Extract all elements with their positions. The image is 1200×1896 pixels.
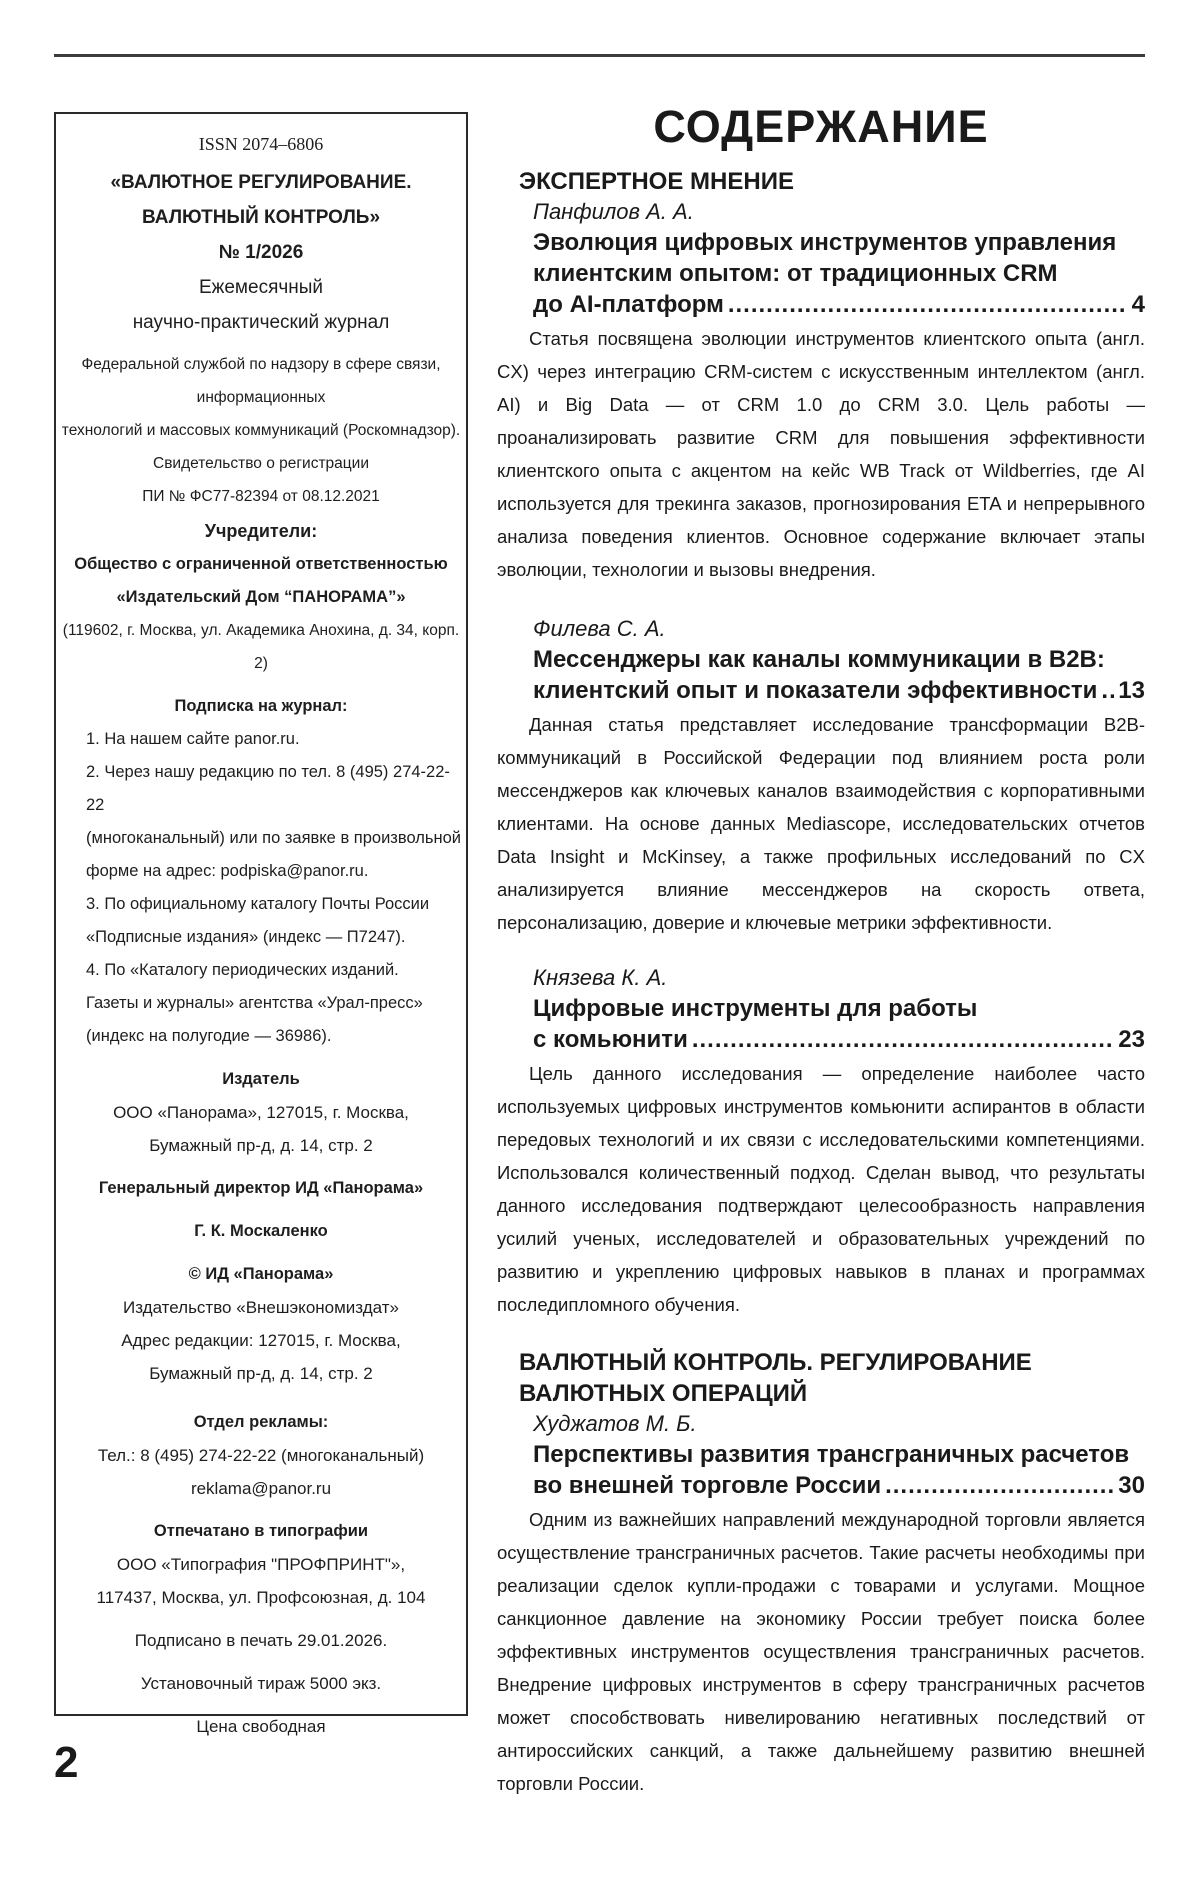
page-ref: 4 [1131,291,1145,318]
subscription-heading: Подписка на журнал: [174,697,348,715]
journal-title-line-1: «ВАЛЮТНОЕ РЕГУЛИРОВАНИЕ. [110,172,412,193]
table-of-contents [497,100,1145,1800]
publisher-line: ООО «Панорама», 127015, г. Москва, [113,1103,409,1122]
printed-heading: Отпечатано в типографии [153,1522,369,1540]
subscription-line: «Подписные издания» (индекс — П7247). [86,928,406,946]
subscription-line: Газеты и журналы» агентства «Урал-пресс» [86,994,423,1012]
article-title-line: Мессенджеры как каналы коммуникации в B2B: [533,646,1105,673]
publisher-heading: Издатель [222,1070,300,1088]
signed-date: Подписано в печать 29.01.2026. [134,1631,388,1650]
founder-address: (119602, г. Москва, ул. Академика Анохина, д. 34, корп. 2) [62,622,460,672]
printer-line: 117437, Москва, ул. Профсоюзная, д. 104 [96,1588,426,1607]
subscription-line: форме на адрес: podpiska@panor.ru. [86,862,369,880]
circulation: Установочный тираж 5000 экз. [140,1674,382,1693]
issue-number: № 1/2026 [218,242,304,263]
printer-line: ООО «Типография "ПРОФПРИНТ"», [116,1555,406,1574]
article-title-end: до AI-платформ [533,291,724,318]
imprint-line: Издательство «Внешэкономиздат» [123,1298,399,1317]
imprint-line: Адрес редакции: 127015, г. Москва, [121,1331,401,1350]
article-title-line: клиентским опытом: от традиционных CRM [533,260,1058,287]
article-title-line: Эволюция цифровых инструментов управления [533,229,1117,256]
periodicity: Ежемесячный [198,277,324,298]
imprint-box [54,112,468,1736]
article-title-line: Перспективы развития трансграничных расчетов [533,1441,1130,1468]
article-title-last-line [533,675,1145,706]
journal-type: научно-практический журнал [132,312,390,333]
dot-leader [885,1470,1114,1501]
founder-line-1: Общество с ограниченной ответственностью [74,555,448,573]
journal-title-line-2: ВАЛЮТНЫЙ КОНТРОЛЬ» [141,207,381,228]
ads-heading: Отдел рекламы: [193,1413,329,1431]
registration-line: Федеральной службой по надзору в сфере связи, информационных [81,356,441,406]
section-title-expert-opinion: ЭКСПЕРТНОЕ МНЕНИЕ [519,168,794,195]
toc-entry[interactable] [497,197,1145,586]
article-abstract: Цель данного исследования — определение наиболее часто используемых цифровых инструментов комьюнити аспирантов в области передовых технологий и их связи с исследовательскими компетенциями. Использовался количественный подход. Сделан вывод, что результаты данного исследования подтверждают целесообразность направления усилий ученых, исследователей и образовательных учреждений по развитию и укреплению цифровых навыков в планах и программах последипломного обучения. [497,1063,1145,1315]
article-author: Панфилов А. А. [533,199,694,224]
registration-line: ПИ № ФС77-82394 от 08.12.2021 [142,488,380,505]
article-title-last-line [533,1470,1145,1501]
ads-email: reklama@panor.ru [190,1479,332,1498]
subscription-line: 3. По официальному каталогу Почты России [86,895,430,913]
section-title-currency-control: ВАЛЮТНЫЙ КОНТРОЛЬ. РЕГУЛИРОВАНИЕ [519,1349,1032,1376]
article-author: Худжатов М. Б. [533,1411,697,1436]
price: Цена свободная [196,1717,326,1736]
dot-leader [1101,675,1114,706]
article-title-end: клиентский опыт и показатели эффективности [533,677,1098,704]
director-heading: Генеральный директор ИД «Панорама» [98,1179,424,1197]
article-title-last-line [533,289,1145,320]
top-rule [54,54,1145,57]
article-abstract: Одним из важнейших направлений международной торговли является осуществление трансграничных расчетов. Такие расчеты необходимы при реализации сделок купли-продажи с товарами и услугами. Мощное санкционное давление на экономику России требует поиска более эффективных инструментов осуществления трансграничных расчетов. Внедрение цифровых инструментов в сферу трансграничных расчетов может способствовать нивелированию негативных последствий от антироссийских санкций, а также дальнейшему развитию внешней торговли России. [497,1509,1145,1794]
copyright: © ИД «Панорама» [188,1265,334,1283]
toc-entry[interactable] [497,963,1145,1321]
subscription-line: 2. Через нашу редакцию по тел. 8 (495) 274-22-22 [86,763,450,814]
registration-block [56,348,466,513]
dot-leader [692,1024,1114,1055]
toc-entry[interactable] [497,1409,1145,1800]
registration-line: технологий и массовых коммуникаций (Роскомнадзор). [61,422,461,439]
subscription-line: 1. На нашем сайте panor.ru. [86,730,300,748]
page-title: СОДЕРЖАНИЕ [653,101,989,152]
page-number: 2 [54,1738,79,1787]
founder-line-2: «Издательский Дом “ПАНОРАМА”» [116,588,406,606]
article-abstract: Данная статья представляет исследование трансформации B2B-коммуникаций в Российской Федерации под влиянием роста роли мессенджеров как ключевых каналов взаимодействия с корпоративными клиентами. На основе данных Mediascope, исследовательских отчетов Data Insight и McKinsey, а также профильных исследований по CX анализируется влияние мессенджеров на скорость ответа, персонализацию, доверие и ключевые метрики эффективности. [497,714,1145,933]
ads-phone: Тел.: 8 (495) 274-22-22 (многоканальный) [97,1446,425,1465]
founders-heading: Учредители: [204,521,318,541]
subscription-line: (индекс на полугодие — 36986). [86,1027,332,1045]
subscription-line: 4. По «Каталогу периодических изданий. [86,961,399,979]
page-ref: 23 [1118,1026,1145,1053]
imprint-line: Бумажный пр-д, д. 14, стр. 2 [149,1364,373,1383]
article-title-line: Цифровые инструменты для работы [533,995,978,1022]
subscription-line: (многоканальный) или по заявке в произвольной [86,829,461,847]
issn: ISSN 2074–6806 [198,134,324,154]
article-author: Князева К. А. [533,965,668,990]
dot-leader [728,289,1128,320]
subscription-list [56,723,466,1053]
article-author: Филева С. А. [533,616,666,641]
article-title-end: с комьюнити [533,1026,688,1053]
article-title-end: во внешней торговле России [533,1472,882,1499]
section-title-currency-control: ВАЛЮТНЫХ ОПЕРАЦИЙ [519,1380,808,1407]
page-ref: 30 [1118,1472,1145,1499]
article-title-last-line [533,1024,1145,1055]
publisher-line: Бумажный пр-д, д. 14, стр. 2 [149,1136,373,1155]
registration-line: Свидетельство о регистрации [153,455,369,472]
toc-entry[interactable] [497,614,1145,939]
article-abstract: Статья посвящена эволюции инструментов клиентского опыта (англ. CX) через интеграцию CRM-систем с искусственным интеллектом (англ. AI) и Big Data — от CRM 1.0 до CRM 3.0. Цель работы — проанализировать развитие CRM для повышения эффективности клиентского опыта с акцентом на кейс WB Track от Wildberries, где AI используется для трекинга заказов, прогнозирования ETA и непрерывного анализа поведения клиентов. Основное содержание включает этапы эволюции, технологии и вызовы внедрения. [497,328,1145,580]
director-name: Г. К. Москаленко [194,1222,328,1240]
page-ref: 13 [1118,677,1145,704]
